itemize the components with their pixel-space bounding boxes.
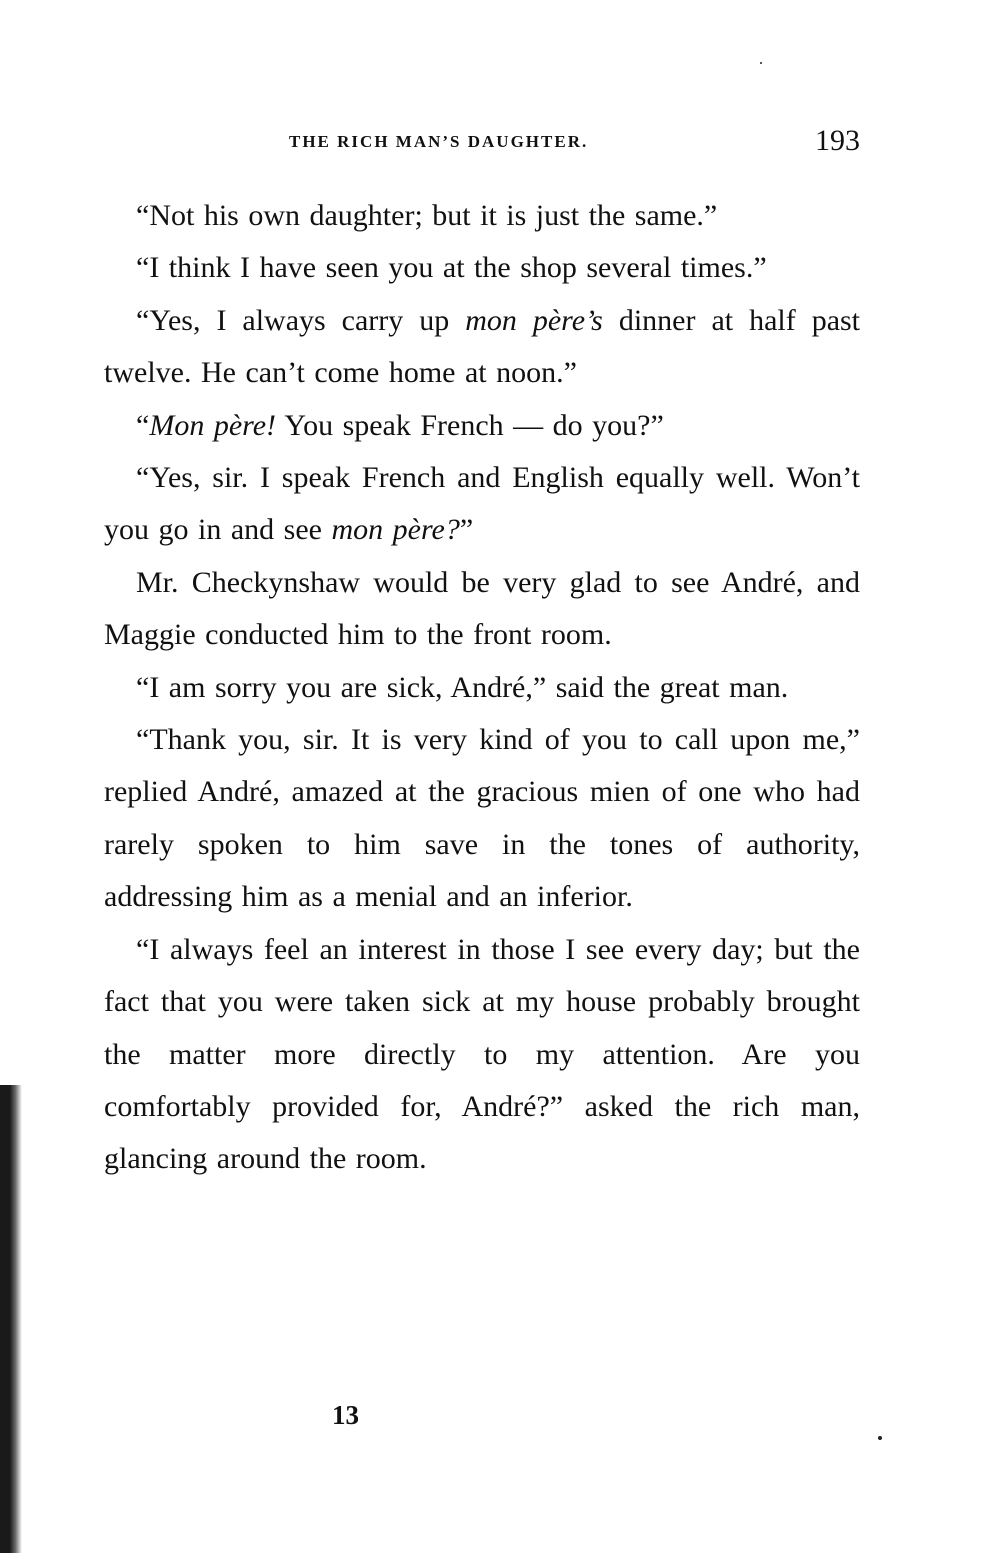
- paragraph: [104, 714, 860, 924]
- paragraph: [104, 295, 860, 400]
- paragraph: [104, 452, 860, 557]
- text-run: “I am sorry you are sick, André,” said the great man.: [136, 670, 789, 704]
- text-run: “Yes, sir. I speak French and English equally well. Won’t you go in and see: [104, 461, 860, 547]
- paragraph: [104, 662, 860, 714]
- paragraph: [104, 242, 860, 294]
- page-header: [104, 120, 860, 160]
- text-run: “: [136, 408, 150, 442]
- text-run: “I think I have seen you at the shop several times.”: [136, 251, 767, 285]
- running-title: THE RICH MAN’S DAUGHTER.: [289, 132, 589, 151]
- scan-edge-shadow: [0, 1085, 22, 1553]
- text-run: “Not his own daughter; but it is just the same.”: [136, 199, 718, 232]
- text-run: “Yes, I always carry up: [136, 303, 466, 337]
- text-run: dinner at half past twelve. He can’t come home at noon.”: [104, 303, 861, 390]
- text-run: “I always feel an interest in those I see every day; but the fact that you were taken sick at my house probably brought the matter more directly to my attention. Are you comfortably provided for, André?” asked the rich man, glancing around the room.: [104, 932, 860, 1176]
- signature-mark: 13: [332, 1400, 359, 1430]
- paragraph: [104, 924, 860, 1186]
- italic-text: mon père’s: [465, 303, 603, 337]
- body-text: [104, 190, 860, 1186]
- page-number: 193: [815, 124, 860, 157]
- paragraph: [104, 190, 860, 242]
- italic-text: mon père?: [331, 513, 460, 547]
- italic-text: Mon père!: [149, 408, 277, 442]
- paragraph: [104, 557, 860, 662]
- text-run: “Thank you, sir. It is very kind of you to call upon me,” replied André, amazed at the gracious mien of one who had rarely spoken to him save in the tones of authority, addressing him as a menial and an inferior.: [104, 723, 860, 914]
- text-run: Mr. Checkynshaw would be very glad to see André, and Maggie conducted him to the front room.: [104, 565, 860, 652]
- ink-speck: [878, 1436, 882, 1440]
- paragraph: [104, 400, 860, 452]
- text-run: You speak French — do you?”: [276, 408, 664, 442]
- ink-speck: [760, 62, 762, 64]
- text-run: ”: [459, 513, 474, 547]
